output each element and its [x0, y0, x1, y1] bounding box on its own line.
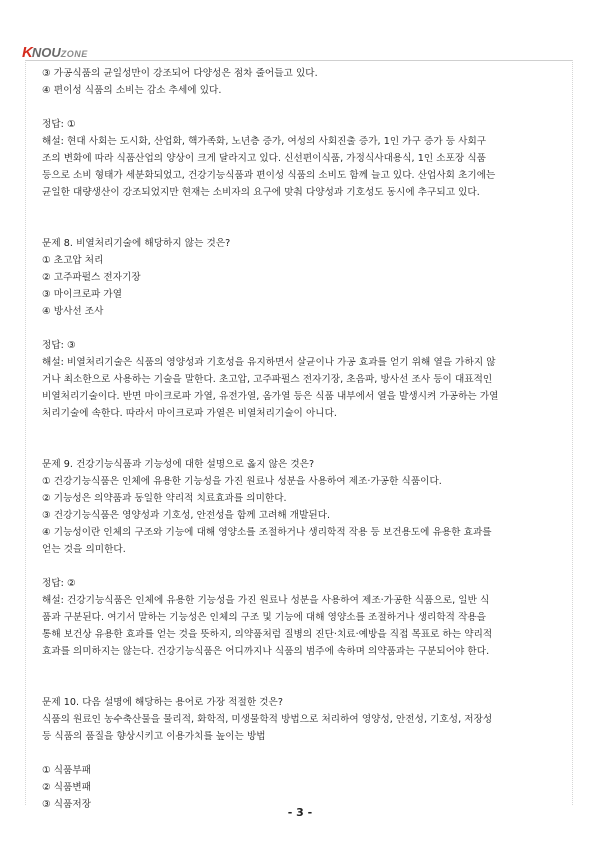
text-line: ③ 가공식품의 균일성만이 강조되어 다양성은 점차 줄어들고 있다. — [42, 68, 318, 79]
blank-line — [42, 745, 570, 762]
text-line: 조의 변화에 따라 식품산업의 양상이 크게 달라지고 있다. 신선편이식품, 가정식사대용식, 1인 소포장 식품 — [42, 153, 486, 164]
text-line: 정답: ② — [42, 578, 76, 589]
text-line: 처리기술에 속한다. 따라서 마이크로파 가열은 비열처리기술이 아니다. — [42, 408, 338, 419]
text-line: ② 식품변패 — [42, 782, 92, 793]
text-line: 거나 최소한으로 사용하는 기술을 말한다. 초고압, 고주파펄스 전자기장, 초음파, 방사선 조사 등이 대표적인 — [42, 374, 493, 385]
text-line: 해설: 건강기능식품은 인체에 유용한 기능성을 가진 원료나 성분을 사용하여 제조·가공한 식품으로, 일반 식 — [42, 595, 490, 606]
text-line: 얻는 것을 의미한다. — [42, 544, 126, 555]
text-line: ③ 마이크로파 가열 — [42, 289, 123, 300]
blank-line — [42, 201, 570, 218]
logo-letter-k: K — [22, 44, 32, 61]
blank-line — [42, 558, 570, 575]
text-line: 품과 구분된다. 여기서 말하는 기능성은 인체의 구조 및 기능에 대해 영양소를 조절하거나 생리학적 작용을 — [42, 612, 487, 623]
text-line: 문제 8. 비열처리기술에 해당하지 않는 것은? — [42, 238, 231, 249]
text-line: ② 기능성은 의약품과 동일한 약리적 치료효과를 의미한다. — [42, 493, 287, 504]
text-line: 정답: ③ — [42, 340, 76, 351]
text-line: 문제 9. 건강기능식품과 기능성에 대한 설명으로 옳지 않은 것은? — [42, 459, 315, 470]
logo-letters-nou: NOU — [31, 45, 61, 60]
logo-letters-zone: ZONE — [60, 49, 88, 59]
text-line: ① 초고압 처리 — [42, 255, 104, 266]
text-line: 비열처리기술이다. 반면 마이크로파 가열, 유전가열, 옴가열 등은 식품 내부에서 열을 발생시켜 가공하는 가열 — [42, 391, 499, 402]
document-body — [42, 65, 570, 813]
text-line: 식품의 원료인 농수축산물을 물리적, 화학적, 미생물학적 방법으로 처리하여 영양성, 안전성, 기호성, 저장성 — [42, 714, 493, 725]
text-line: ① 건강기능식품은 인체에 유용한 기능성을 가진 원료나 성분을 사용하여 제조·가공한 식품이다. — [42, 476, 442, 487]
text-line: ② 고주파펄스 전자기장 — [42, 272, 141, 283]
blank-line — [42, 218, 570, 235]
text-line: 해설: 현대 사회는 도시화, 산업화, 핵가족화, 노년층 증가, 여성의 사회진출 증가, 1인 가구 증가 등 사회구 — [42, 136, 487, 147]
page-number: - 3 - — [287, 806, 313, 819]
text-line: ④ 기능성이란 인체의 구조와 기능에 대해 영양소를 조절하거나 생리학적 작용 등 보건용도에 유용한 효과를 — [42, 527, 492, 538]
blank-line — [42, 677, 570, 694]
text-line: 정답: ① — [42, 119, 76, 130]
text-line: ④ 방사선 조사 — [42, 306, 104, 317]
blank-line — [42, 660, 570, 677]
blank-line — [42, 99, 570, 116]
text-line: 효과를 의미하지는 않는다. 건강기능식품은 어디까지나 식품의 범주에 속하며 의약품과는 구분되어야 한다. — [42, 646, 490, 657]
text-line: ④ 편이성 식품의 소비는 감소 추세에 있다. — [42, 85, 222, 96]
blank-line — [42, 439, 570, 456]
text-line: ③ 건강기능식품은 영양성과 기호성, 안전성을 함께 고려해 개발된다. — [42, 510, 331, 521]
text-line: 등 식품의 품질을 향상시키고 이용가치를 높이는 방법 — [42, 731, 266, 742]
text-line: 균일한 대량생산이 강조되었지만 현재는 소비자의 요구에 맞춰 다양성과 기호성도 동시에 추구되고 있다. — [42, 187, 480, 198]
text-line: ③ 식품저장 — [42, 799, 92, 810]
blank-line — [42, 320, 570, 337]
text-line: 통해 보건상 유용한 효과를 얻는 것을 뜻하지, 의약품처럼 질병의 진단·치료·예방을 직접 목표로 하는 약리적 — [42, 629, 493, 640]
text-line: 해설: 비열처리기술은 식품의 영양성과 기호성을 유지하면서 살균이나 가공 효과를 얻기 위해 열을 가하지 않 — [42, 357, 496, 368]
text-line: 문제 10. 다음 설명에 해당하는 용어로 가장 적절한 것은? — [42, 697, 284, 708]
blank-line — [42, 422, 570, 439]
text-line: ① 식품부패 — [42, 765, 92, 776]
text-line: 등으로 소비 형태가 세분화되었고, 건강기능식품과 편이성 식품의 소비도 함께 늘고 있다. 산업사회 초기에는 — [42, 170, 496, 181]
